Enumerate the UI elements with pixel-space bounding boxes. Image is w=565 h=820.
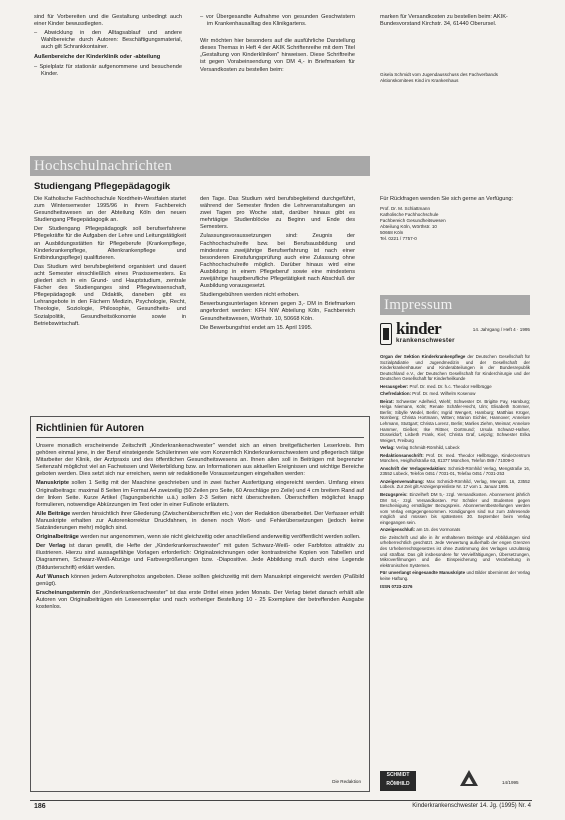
paragraph: Die Katholische Fachhochschule Nordrhein-Westfalen startet zum Wintersemester 1995/96 in ihrem Fachbereich Gesundheitswesen an der Abteilung Köln den neuen Studiengang Pflegepädagogik an. <box>34 196 186 224</box>
impressum-body <box>380 354 530 590</box>
section-band-title: Hochschulnachrichten <box>34 158 173 174</box>
contact-block: Prof. Dr. M. Schlattmann Katholische Fachhochschule Fachbereich Gesundheitswesen Abteilung Köln, Wörthstr. 10 50668 Köln Tel. 0221 / 7757-0 <box>380 206 446 242</box>
top-col3-text: marken für Versandkosten zu bestellen beim: AKIK-Bundesvorstand Kirchstr. 34, 61440 Oberursel. <box>380 14 508 28</box>
article-column-1 <box>34 196 186 330</box>
top-col2-list <box>200 14 355 28</box>
impressum-block: Anzeigenverwaltung: Max Schmidt-Römhild, Verlag, Mengstr. 16, 23552 Lübeck. Zur Zeit gilt Anzeigenpreisliste Nr. 17 vom 1. Januar 1995. <box>380 478 530 490</box>
issn: ISSN 0723-2276 <box>380 584 413 590</box>
section-band-impressum <box>380 295 530 315</box>
publisher-logo: SCHMIDT RÖMHILD <box>380 771 416 791</box>
paragraph: Auf Wunsch können jedem Autorenphotos angeboten. Diese sollten gleichzeitig mit dem Manuskript eingereicht werden (Paßbild genügt). <box>36 573 364 587</box>
impressum-block: Redaktionsanschrift: Prof. Dr. med. Theodor Hellbrügge, Kinderzentrum München, Heiglhofstraße 63, 81377 München, Telefon 089 / 71009-0 <box>380 452 530 464</box>
top-col1-list <box>34 30 182 51</box>
logo-word: kinder <box>396 319 442 338</box>
paragraph: Unsere monatlich erscheinende Zeitschrift „Kinderkrankenschwester" wendet sich an einen breitgefächerten Leserkreis. Ihm gehören einmal jene, in der Beruf einsteigende Schülerinnen wie vom Konzernlich Kinderkrankenschwestern und pflegerisch tätige Mitarbeiter der Klinik, der Arztpraxis und des öffentlichen Gesundheitswesens an. Ihnen allen soll in Beiträgen mit begrenzter Seitenzahl möglichst viel an Fachwissen und Weiterbildung bzw. an Informationen aus aktuellen Ereignissen und wichtige Bereiche geboten werden. Dies setzt sich nur erreichen, wenn wir redaktionelle Voraussetzungen eingehalten werden: <box>36 443 364 478</box>
paragraph: Bewerbungsunterlagen können gegen 3,- DM in Briefmarken angefordert werden: KFH NW Abteilung Köln, Fachbereich Gesundheitswesen, Wörthstr. 10, 50668 Köln. <box>200 301 355 322</box>
paragraph: Der Verlag ist daran gewillt, die Hefte der „Kinderkrankenschwester" mit guten Schwarz-Weiß- oder Farbfotos attraktiv zu illustrieren. Hierzu sind aussagefähige Vorlagen erforderlich: Originalzeichnungen oder kontrastreiche Kopien von Tabellen und Diagrammen, Schwarz-Weiß-Abzüge und Farbvergrößerungen bzw. -Diapositive. Jede Abbildung muß durch eine Legende (Bildunterschrift) erklärt werden. <box>36 543 364 571</box>
small-code: 14/1995 <box>502 780 519 785</box>
logo-mark-icon-inner <box>383 328 389 340</box>
paragraph: Die Bewerbungsfrist endet am 15. April 1995. <box>200 324 313 331</box>
journal-footer: Kinderkrankenschwester 14. Jg. (1995) Nr. 4 <box>412 803 531 809</box>
paragraph: Manuskripte sollen 1 Seitig mit der Maschine geschrieben und in zwei facher Ausfertigung eingereicht werden. Umfang eines Originalbeitrags: maximal 8 Seiten im Format A4 zweizeilig (50 Zeilen pro Seite, 60 Anschläge pro Zeile) und 4 cm breitem Rand auf der linken Seite. Kurze Artikel (Tagungsberichte u.ä.) sollen 2-3 Seiten nicht überschreiten. Überschriften möglichst knapp formulieren, notwendige Abkürzungen im Text oder in einer Fußnote erläutern. <box>36 480 364 508</box>
impressum-block: Anzeigenschluß: am 15. des Vormonats <box>380 527 461 533</box>
paragraph: Zulassungsvoraussetzungen sind: Zeugnis der Fachhochschulreife bzw. bei Berufsausbildung und mindestens zweijährige Berufserfahrung ist nach einer besonderen Einstufungsprüfung auch eine Zulassung ohne Fachhochschulreife möglich. Darüber hinaus wird eine Ausbildung in einem Pflegeberuf sowie eine mindestens zweijährige hauptberufliche Pflegetätigkeit nach Abschluß der Ausbildung vorausgesetzt. <box>200 233 355 290</box>
top-col3-signature: Gisela Schmidt vom Jugendausschuss des Fachverbands Aktionskomitees Kind im Krankenhaus <box>380 72 498 84</box>
top-column-1 <box>34 14 182 78</box>
top-column-2 <box>200 14 355 76</box>
top-column-3 <box>380 14 530 86</box>
top-col1-list-2 <box>34 64 182 78</box>
impressum-block: Verlag: Verlag Schmidt-Römhild, Lübeck <box>380 445 460 451</box>
impressum-block: Herausgeber: Prof. Dr. med. Dr. h.c. Theodor Hellbrügge <box>380 383 492 389</box>
list-item: – vor Übergesandte Aufnahme von gesunden Geschwistern im Krankenhausalltag des Klinikgartens. <box>200 14 355 28</box>
paragraph: Studiengebühren werden nicht erhoben. <box>200 292 300 299</box>
paragraph: Der Studiengang Pflegepädagogik soll berufserfahrene Pflegekräfte für die Aufgaben der Lehre und Leitungstätigkeit an Ausbildungsstätten für Pflegeberufe (Krankenpflege, Kinderkrankenpflege, Altenkrankenpflege und Entbindungspflege) qualifizieren. <box>34 226 186 261</box>
article-column-2 <box>200 196 355 334</box>
impressum-logo <box>380 321 530 351</box>
paragraph: Erscheinungstermin der „Kinderkrankenschwester" ist das erste Drittel eines jeden Monats. Der Verlag bietet danach erhält alle Autoren von Originalbeiträgen ein Leseexemplar und nach vorheriger Bestellung 10 - 25 Exemplare der betreffenden Ausgabe kostenlos. <box>36 589 364 610</box>
section-band-title: Impressum <box>384 297 453 313</box>
impressum-block: Bezugspreis: Einzelheft DM 5,- zzgl. Versandkosten. Abonnement jährlich DM 54,- zzgl. Versandkosten. Für Schüler und Studenten gegen Bescheinigung ermäßigter Bezugspreis. Abonnementbestellungen werden vom Verlag entgegengenommen. Kündigungen sind nur zum Jahresende möglich und müssen bis spätestens 30. September beim Verlag eingegangen sein. <box>380 492 530 525</box>
impressum-block: Organ der Sektion Kinderkrankenpflege der Deutschen Gesellschaft für Sozialpädiatrie und Jugendmedizin und der Gesellschaft der Kinderkrankenhäuser und Kinderabteilungen in der Bundesrepublik Deutschland e.V., der Deutschen Gesellschaft für Kinderchirurgie und der Deutschen Gesellschaft für Kinderheilkunde <box>380 354 530 382</box>
paragraph: Originalbeiträge werden nur angenommen, wenn sie nicht gleichzeitig oder anschließend anderweitig veröffentlicht werden sollen. <box>36 534 361 541</box>
paragraph: Für Rückfragen wenden Sie sich gerne an Verfügung: <box>380 196 514 202</box>
top-col1-text: sind für Vorbereiten und die Gestaltung unbedingt auch einer Kinder bewusstlegten. <box>34 14 182 28</box>
impressum-block: Chefredaktion: Prof. Dr. med. Wilhelm Kosenow <box>380 391 476 397</box>
authors-guidelines-box <box>30 416 370 792</box>
box-signature: Die Redaktion <box>332 779 361 784</box>
article-column-3 <box>380 196 530 242</box>
box-heading: Richtlinien für Autoren <box>36 423 364 438</box>
impressum-block: Beirat: Schwester Adelheid, Wiehl; Schwester Dr. Brigitte Fay, Hamburg; Helga Niemann, Köln; Renate Schäfer-Hecht, Ulm; Elisabeth Sommer, Berlin; Sibylle Wedel, Berlin; Ingrid Wengert, Hamburg; Matthias Krüger, Nürnberg; Christa Hortmann, Witten; Marion Eichler, Hannover; Annelore Lehmann, Stuttgart; Christa Lorenz, Berlin; Marlies Ziehm, Weimar; Annelore Hammer, Gießen; Ilse Rittner, Dortmund; Ursula Schwarz-Hafner, Düsseldorf; Lisbeth Frank, Kiel; Christa Graf, Leipzig; Schwester Erika Weigert, Freiburg <box>380 398 530 443</box>
list-item: – Abwicklung in den Alltagsablauf und andere Wahlbereiche durch Autoren: Beschäftigungsmaterial, auch gilt Schrankkontainer. <box>34 30 182 51</box>
impressum-block: Die Zeitschrift und alle in ihr enthaltenen Beiträge und Abbildungen sind urheberrechtlich geschützt. Jede Verwertung außerhalb der engen Grenzen des Urheberrechtsgesetzes ist ohne Zustimmung des Verlages unzulässig und strafbar. Das gilt insbesondere für Vervielfältigungen, Übersetzungen, Mikroverfilmungen und die Einspeicherung und Verarbeitung in elektronischen Systemen. <box>380 534 530 568</box>
paragraph: Alle Beiträge werden hinsichtlich ihrer Gliederung (Zwischenüberschriften etc.) von der Redaktion überarbeitet. Der Verfasser erhält Manuskripte erhalten zur Autorenkorrektur Druckfahnen, in denen noch Wort- und Fehlerübersetzungen (jedoch keine Satzänderungen mehr) möglich sind. <box>36 510 364 532</box>
top-col1-subhead: Außenbereiche der Kinderklinik oder -abteilung <box>34 54 161 61</box>
volume-info: 14. Jahrgang / Heft 4 · 1995 <box>472 327 530 332</box>
paragraph: Das Studium wird berufsbegleitend organisiert und dauert acht Semester einschließlich eines Praxissemesters. Es gliedert sich in ein Grund- und Hauptstudium, zentrale Fächer des Studienganges sind Pflegewissenschaft, Pflegepädagogik und Didaktik, daneben gibt es Lehrangebote in den Fächern Medizin, Psychologie, Recht, Theologie, Soziologie, Philosophie, Gesundheits- und Sozialpolitik, Gesundheitsökonomie sowie in Betriebswirtschaft. <box>34 263 186 327</box>
logo-subword: krankenschwester <box>396 337 455 344</box>
impressum-block: Für unverlangt eingesandte Manuskripte und Bilder übernimmt der Verlag keine Haftung. <box>380 570 530 581</box>
top-col2-text: Wir möchten hier besonders auf die ausführliche Darstellung dieses Themas in Heft 4 der AKIK Schriftenreihe mit dem Titel „Gestaltung von Kinderkliniken" hinweisen. Diese Schriftreihe ist gegen Vorabeinsendung von DM 4,- in Briefmarken für Versandkosten zu bestellen beim: <box>200 38 355 73</box>
recycling-triangle-inner-icon <box>465 777 473 784</box>
paragraph: den Tage. Das Studium wird berufsbegleitend durchgeführt, während der Semester finden die Lehrveranstaltungen an zwei Tagen pro Woche statt, darüber hinaus gibt es mehrtägige Studienblöcke zu Beginn und Ende des Semesters. <box>200 196 355 231</box>
page-number: 186 <box>34 803 46 810</box>
list-item: – Spielplatz für stationär aufgenommene und besuchende Kinder. <box>34 63 182 77</box>
footer-rule <box>30 800 532 801</box>
section-band-hochschulnachrichten <box>30 156 370 176</box>
impressum-block: Anschrift der Verlagsredaktion: Schmidt-Römhild Verlag, Mengstraße 16, 23552 Lübeck, Telefon 0451 / 7031-01, Telefax 0451 / 7031-253 <box>380 465 530 477</box>
article-heading: Studiengang Pflegepädagogik <box>34 181 171 192</box>
box-body <box>36 443 364 611</box>
